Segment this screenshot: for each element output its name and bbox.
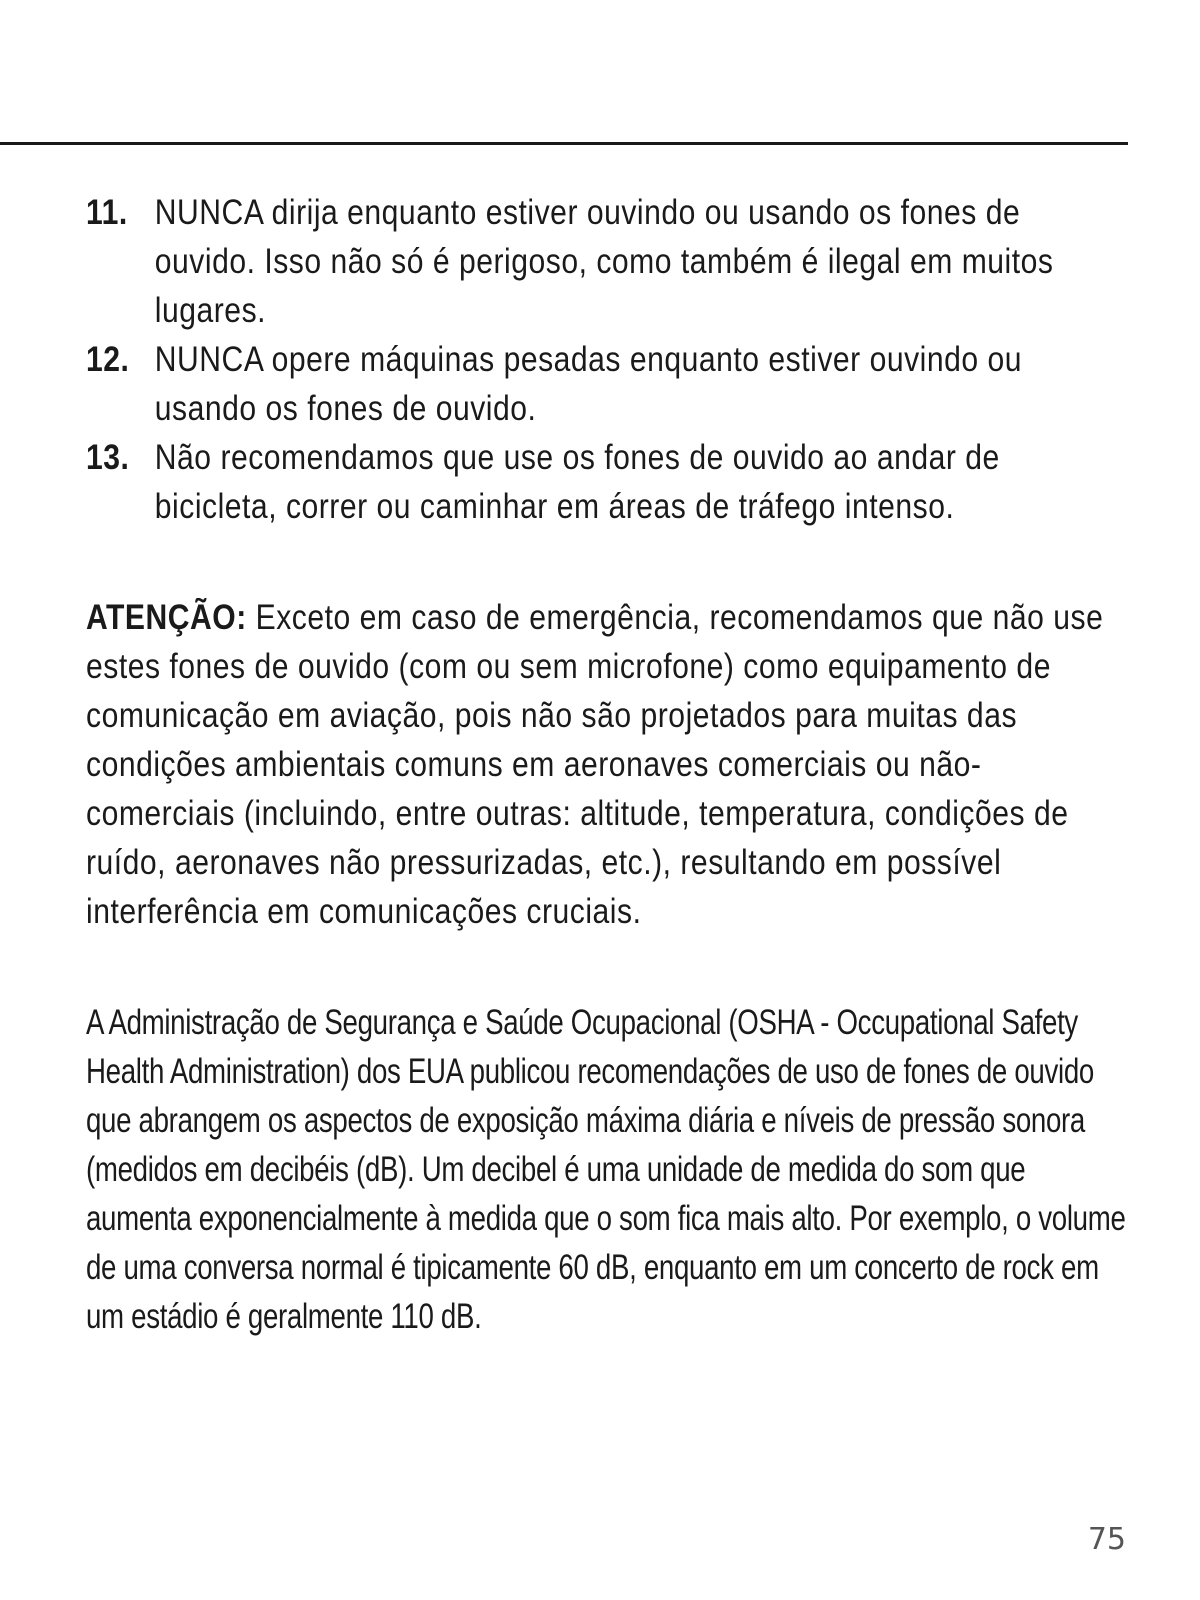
warnings-list [86,188,1126,531]
item-number: 13. [86,438,130,477]
item-number: 11. [86,193,128,232]
list-item [86,433,1123,531]
list-item [86,335,1123,433]
item-number: 12. [86,340,130,379]
attention-paragraph [86,593,1123,936]
osha-paragraph: A Administração de Segurança e Saúde Ocupacional (OSHA - Occupational Safety Health Administration) dos EUA publicou recomendações de uso de fones de ouvido que abrangem os aspectos de exposição máxima diária e níveis de pressão sonora (medidos em decibéis (dB). Um decibel é uma unidade de medida do som que aumenta exponencialmente à medida que o som fica mais alto. Por exemplo, o volume de uma conversa normal é tipicamente 60 dB, enquanto em um concerto de rock em um estádio é geralmente 110 dB. [86,1003,1126,1336]
attention-text: Exceto em caso de emergência, recomendamos que não use estes fones de ouvido (com ou sem microfone) como equipamento de comunicação em aviação, pois não são projetados para muitas das condições ambientais comuns em aeronaves comerciais ou não-comerciais (incluindo, entre outras: altitude, temperatura, condições de ruído, aeronaves não pressurizadas, etc.), resultando em possível interferência em comunicações cruciais. [86,598,1104,931]
item-text: NUNCA dirija enquanto estiver ouvindo ou usando os fones de ouvido. Isso não só é perigoso, como também é ilegal em muitos lugares. [154,193,1054,330]
list-item [86,188,1123,335]
attention-label: ATENÇÃO: [86,598,247,637]
page-number: 75 [1087,1522,1126,1557]
item-text: NUNCA opere máquinas pesadas enquanto estiver ouvindo ou usando os fones de ouvido. [154,340,1023,428]
item-text: Não recomendamos que use os fones de ouvido ao andar de bicicleta, correr ou caminhar em áreas de tráfego intenso. [154,438,1000,526]
page-content [86,188,1126,1341]
header-rule [0,142,1128,145]
